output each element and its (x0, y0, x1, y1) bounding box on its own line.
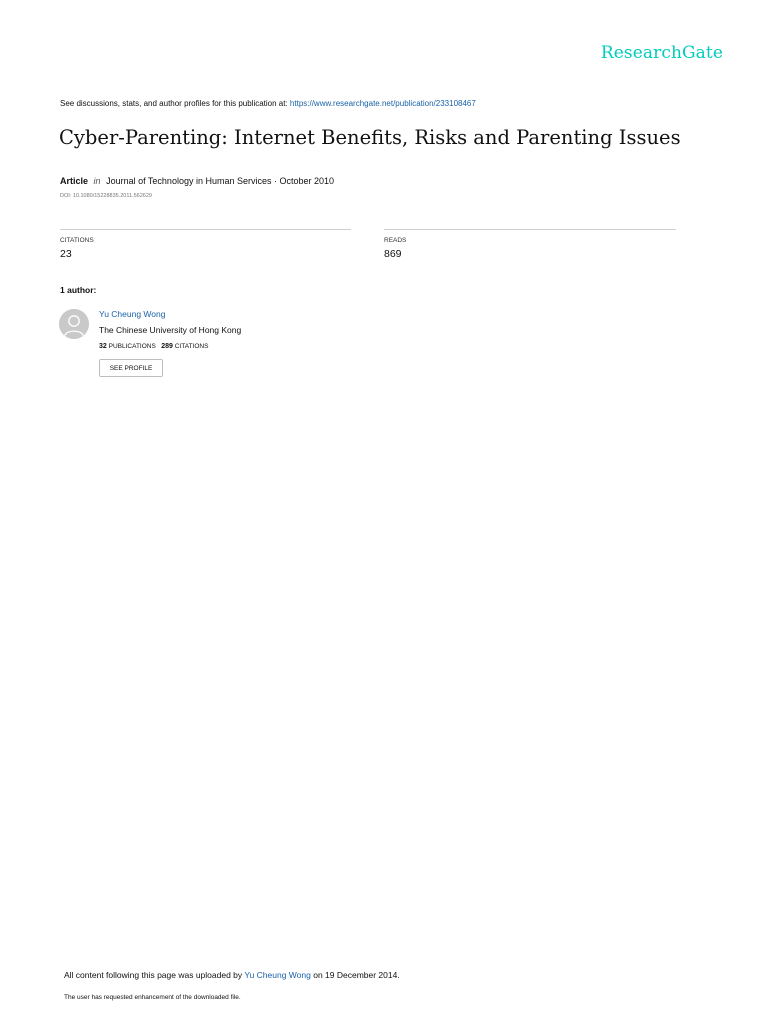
uploader-link[interactable]: Yu Cheung Wong (244, 970, 311, 980)
user-silhouette-icon[interactable] (59, 309, 89, 339)
see-profile-button[interactable]: SEE PROFILE (99, 359, 163, 377)
enhancement-note: The user has requested enhancement of the downloaded file. (64, 994, 241, 1001)
journal-and-date: Journal of Technology in Human Services · October 2010 (106, 176, 335, 186)
discussion-prefix: See discussions, stats, and author profiles for this publication at: (60, 99, 288, 108)
author-citations-label: CITATIONS (174, 343, 209, 350)
author-name-link[interactable]: Yu Cheung Wong (99, 309, 166, 319)
publication-meta (60, 176, 334, 186)
citations-value: 23 (60, 248, 72, 260)
author-institution: The Chinese University of Hong Kong (99, 325, 242, 335)
author-citations-count: 289 (161, 343, 173, 350)
author-stats (99, 343, 241, 350)
publication-type: Article (60, 176, 89, 186)
citations-stat (60, 229, 351, 260)
reads-stat (384, 229, 676, 260)
author-publications-count: 32 (99, 343, 107, 350)
citations-label: CITATIONS (60, 237, 94, 244)
authors-heading: 1 author: (60, 285, 97, 295)
reads-value: 869 (384, 248, 402, 260)
upload-prefix: All content following this page was uploaded by (64, 970, 243, 980)
publication-url-link[interactable]: https://www.researchgate.net/publication/233108467 (289, 99, 476, 108)
upload-suffix: on 19 December 2014. (313, 970, 400, 980)
reads-label: READS (384, 237, 407, 244)
author-publications-label: PUBLICATIONS (108, 343, 156, 350)
discussion-line (60, 99, 476, 108)
publication-title: Cyber-Parenting: Internet Benefits, Risks and Parenting Issues (59, 126, 681, 149)
upload-notice (64, 970, 400, 980)
author-card (99, 309, 241, 350)
researchgate-logo[interactable]: ResearchGate (600, 43, 723, 63)
in-word: in (93, 176, 101, 186)
publication-doi: DOI: 10.1080/15228835.2011.562629 (60, 193, 152, 199)
